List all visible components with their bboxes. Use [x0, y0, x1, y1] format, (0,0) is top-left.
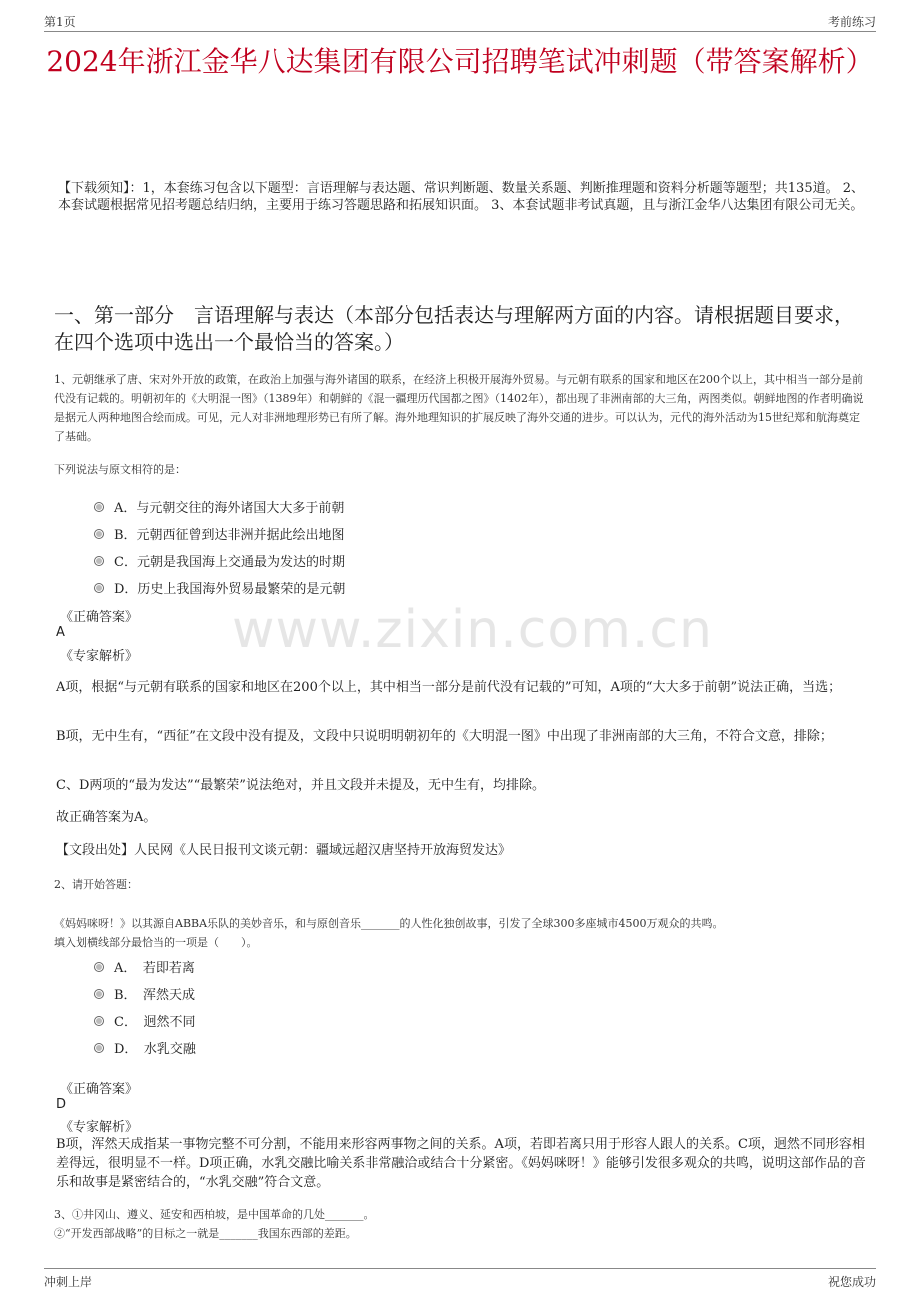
- radio-icon[interactable]: [94, 529, 104, 539]
- q1-analysis-cd: C、D两项的“最为发达”“最繁荣”说法绝对，并且文段并未提及，无中生有，均排除。: [56, 778, 545, 793]
- option-label: B．元朝西征曾到达非洲并据此绘出地图: [114, 528, 345, 543]
- q1-analysis-b: B项，无中生有，“西征”在文段中没有提及，文段中只说明明朝初年的《大明混一图》中出现了非洲南部的大三角，不符合文意，排除；: [56, 729, 833, 744]
- q2-option-a[interactable]: [94, 957, 195, 976]
- section-heading: 一、第一部分 言语理解与表达（本部分包括表达与理解两方面的内容。请根据题目要求，在四个选项中选出一个最恰当的答案。）: [54, 303, 854, 354]
- option-label: D． 水乳交融: [114, 1042, 196, 1057]
- header-tag: 考前练习: [827, 15, 876, 29]
- q2-option-b[interactable]: [94, 984, 195, 1003]
- page-number: 第1页: [44, 15, 76, 29]
- radio-icon[interactable]: [94, 1016, 104, 1026]
- radio-icon[interactable]: [94, 989, 104, 999]
- q2-analysis: B项，浑然天成指某一事物完整不可分割，不能用来形容两事物之间的关系。A项，若即若离只用于形容人跟人的关系。C项，迥然不同形容相差得远，很明显不一样。D项正确，水乳交融比喻关系非常融洽或结合十分紧密。《妈妈咪呀！》能够引发很多观众的共鸣，说明这部作品的音乐和故事是紧密结合的，“水乳交融”符合文意。: [56, 1137, 866, 1190]
- q1-option-b[interactable]: [94, 524, 345, 543]
- radio-icon[interactable]: [94, 556, 104, 566]
- footer-rule: [44, 1268, 876, 1269]
- option-label: B． 浑然天成: [114, 988, 196, 1003]
- q1-passage: 1、元朝继承了唐、宋对外开放的政策，在政治上加强与海外诸国的联系，在经济上积极开展海外贸易。与元朝有联系的国家和地区在200个以上，其中相当一部分是前代没有记载的。明朝初年的《大明混一图》（1389年）和朝鲜的《混一疆理历代国都之图》（1402年），都出现了非洲南部的大三角，两图类似。朝鲜地图的作者明确说是据元人两种地图合绘而成。可见，元人对非洲地理形势已有所了解。海外地理知识的扩展反映了海外交通的进步。可以认为，元代的海外活动为15世纪郑和航海奠定了基础。: [54, 373, 864, 443]
- q1-option-a[interactable]: [94, 497, 344, 516]
- q1-answer: A: [56, 625, 65, 640]
- q1-option-c[interactable]: [94, 551, 345, 570]
- radio-icon[interactable]: [94, 1043, 104, 1053]
- q1-option-d[interactable]: [94, 578, 345, 597]
- q2-answer: D: [56, 1097, 67, 1112]
- radio-icon[interactable]: [94, 962, 104, 972]
- radio-icon[interactable]: [94, 502, 104, 512]
- header-rule: [44, 31, 876, 32]
- option-label: C．元朝是我国海上交通最为发达的时期: [114, 555, 345, 570]
- option-label: D．历史上我国海外贸易最繁荣的是元朝: [114, 582, 346, 597]
- q2-prompt: 填入划横线部分最恰当的一项是（ ）。: [54, 936, 258, 949]
- q2-option-c[interactable]: [94, 1011, 195, 1030]
- q1-conclusion: 故正确答案为A。: [56, 810, 157, 825]
- q3-line-2: ②“开发西部战略”的目标之一就是_______我国东西部的差距。: [54, 1227, 357, 1240]
- q1-analysis-label: 《专家解析》: [60, 649, 139, 664]
- option-label: C． 迥然不同: [114, 1015, 196, 1030]
- q1-analysis-a: A项，根据“与元朝有联系的国家和地区在200个以上，其中相当一部分是前代没有记载的”可知，A项的“大大多于前朝”说法正确，当选；: [56, 680, 842, 695]
- document-title: 2024年浙江金华八达集团有限公司招聘笔试冲刺题（带答案解析）: [46, 45, 874, 78]
- option-label: A． 若即若离: [114, 961, 195, 976]
- option-label: A．与元朝交往的海外诸国大大多于前朝: [114, 501, 345, 516]
- q2-analysis-label: 《专家解析》: [60, 1120, 139, 1135]
- q1-source: 【文段出处】人民网《人民日报刊文谈元朝：疆域远超汉唐坚持开放海贸发达》: [56, 843, 512, 858]
- q2-answer-label: 《正确答案》: [60, 1082, 139, 1097]
- watermark: www.zixin.com.cn: [232, 600, 713, 660]
- q1-answer-label: 《正确答案》: [60, 610, 139, 625]
- download-notice: 【下载须知】：1，本套练习包含以下题型：言语理解与表达题、常识判断题、数量关系题、判断推理题和资料分析题等题型；共135道。 2、本套试题根据常见招考题总结归纳，主要用于练习答题思路和拓展知识面。 3、本套试题非考试真题，且与浙江金华八达集团有限公司无关。: [58, 181, 864, 213]
- footer-left: 冲刺上岸: [44, 1275, 93, 1289]
- q2-passage: 《妈妈咪呀！》以其源自ABBA乐队的美妙音乐，和与原创音乐_______的人性化独创故事，引发了全球300多座城市4500万观众的共鸣。: [54, 917, 724, 930]
- footer-right: 祝您成功: [827, 1275, 876, 1289]
- q2-heading: 2、请开始答题：: [54, 878, 138, 891]
- q3-line-1: 3、①井冈山、遵义、延安和西柏坡，是中国革命的几处_______。: [54, 1208, 375, 1221]
- radio-icon[interactable]: [94, 583, 104, 593]
- q1-prompt: 下列说法与原文相符的是：: [54, 463, 186, 476]
- q2-option-d[interactable]: [94, 1038, 196, 1057]
